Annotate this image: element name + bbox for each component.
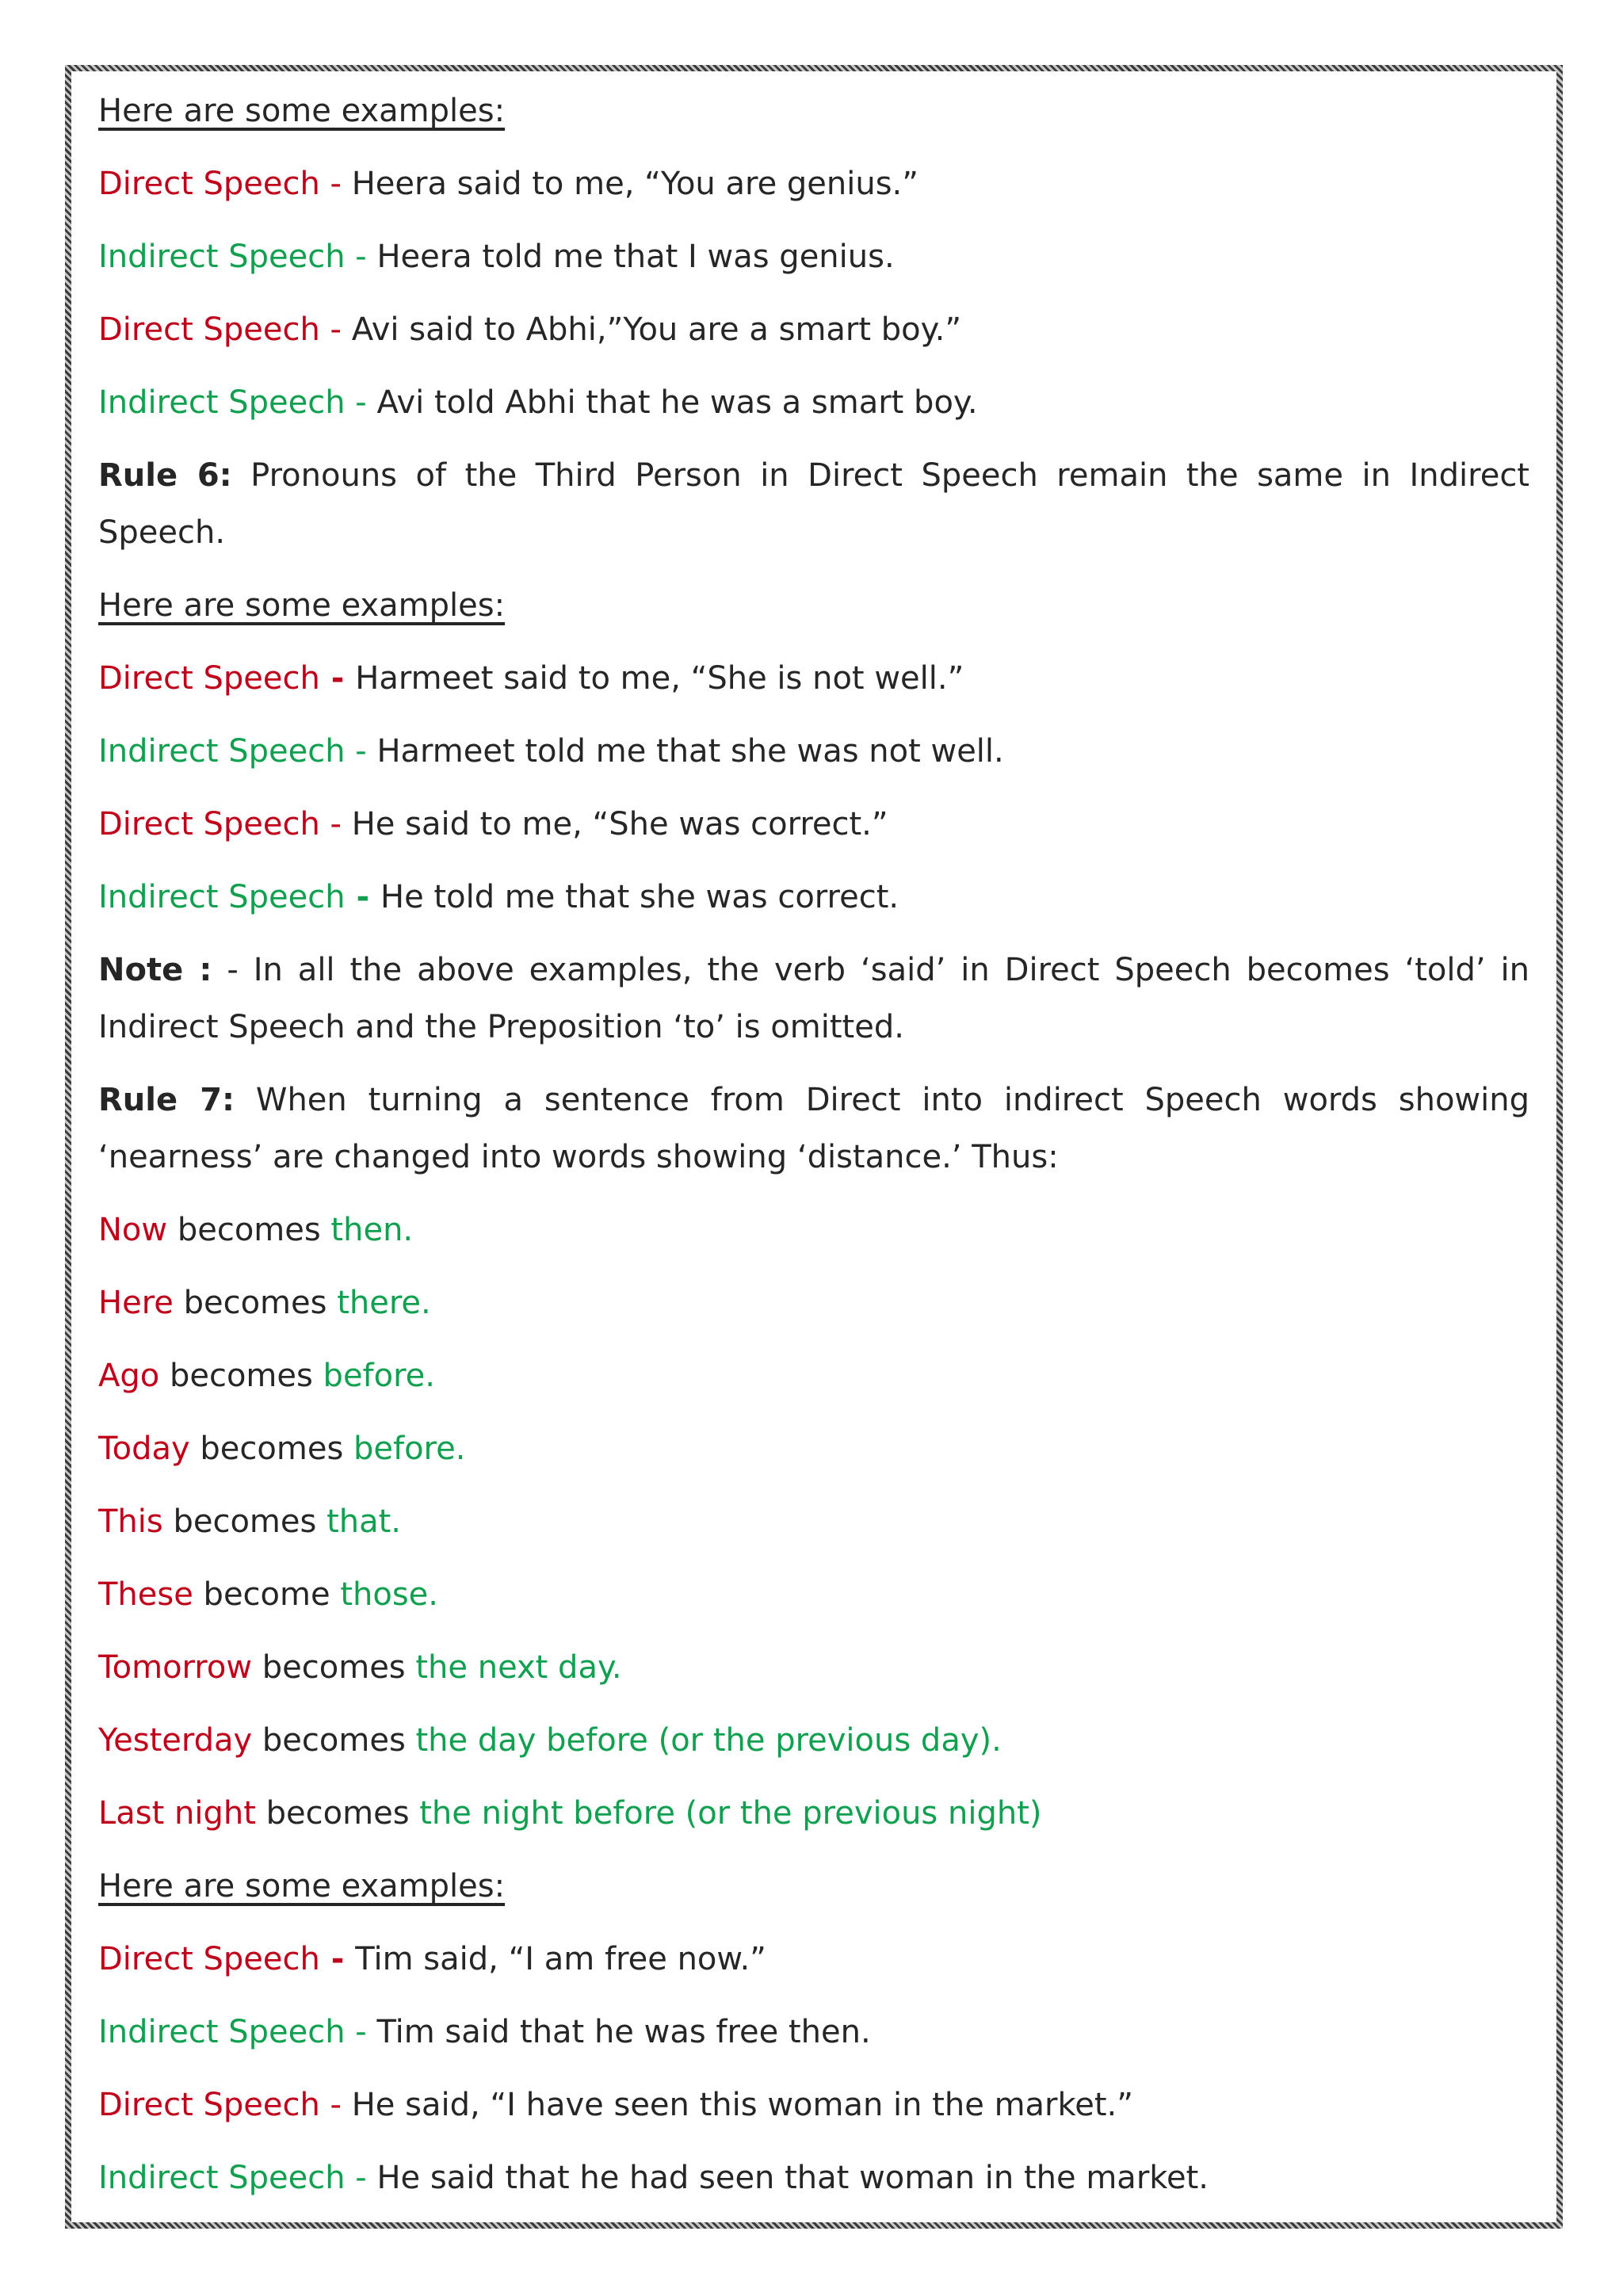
- example-text: He told me that she was correct.: [380, 879, 899, 915]
- word-change: [98, 1704, 1529, 1777]
- example-text: Tim said, “I am free now.”: [355, 1941, 766, 1977]
- word-change: [98, 1558, 1529, 1631]
- example-text: Harmeet told me that she was not well.: [376, 733, 1004, 770]
- distance-word: before.: [353, 1431, 466, 1467]
- rule-7-text: When turning a sentence from Direct into indirect Speech words showing ‘nearness’ are changed into words showing ‘distance.’ Thus:: [98, 1082, 1529, 1175]
- note: [98, 934, 1529, 1064]
- indirect-speech-label: Indirect Speech: [98, 384, 346, 421]
- indirect-speech-label: Indirect Speech: [98, 879, 346, 915]
- change-verb: becomes: [252, 1722, 416, 1759]
- distance-word: there.: [337, 1285, 431, 1321]
- separator: -: [319, 2087, 352, 2123]
- separator: -: [319, 1941, 356, 1977]
- near-word: Yesterday: [98, 1722, 253, 1759]
- change-verb: becomes: [252, 1649, 416, 1686]
- direct-speech-label: Direct Speech: [98, 806, 320, 842]
- direct-speech-label: Direct Speech: [98, 2087, 320, 2123]
- examples-heading: [98, 569, 1529, 642]
- indirect-speech-label: Indirect Speech: [98, 2160, 346, 2196]
- separator: -: [319, 166, 352, 202]
- distance-word: the next day.: [415, 1649, 622, 1686]
- change-verb: becomes: [255, 1795, 420, 1832]
- separator: -: [345, 384, 377, 421]
- example-direct: [98, 642, 1529, 715]
- example-direct: [98, 147, 1529, 220]
- distance-word: that.: [327, 1503, 402, 1540]
- change-verb: becomes: [189, 1431, 353, 1467]
- near-word: Today: [98, 1431, 190, 1467]
- examples-heading: [98, 1850, 1529, 1923]
- example-text: He said that he had seen that woman in the market.: [376, 2160, 1209, 2196]
- distance-word: the night before (or the previous night): [419, 1795, 1042, 1832]
- indirect-speech-label: Indirect Speech: [98, 2014, 346, 2050]
- examples-heading: [98, 74, 1529, 147]
- word-change: [98, 1266, 1529, 1339]
- example-direct: [98, 2069, 1529, 2141]
- example-text: He said, “I have seen this woman in the market.”: [351, 2087, 1133, 2123]
- direct-speech-label: Direct Speech: [98, 1941, 320, 1977]
- separator: -: [345, 733, 377, 770]
- example-text: Heera said to me, “You are genius.”: [351, 166, 918, 202]
- change-verb: becomes: [167, 1212, 331, 1248]
- example-text: Avi told Abhi that he was a smart boy.: [376, 384, 978, 421]
- note-label: Note :: [98, 952, 212, 988]
- near-word: Here: [98, 1285, 174, 1321]
- rule-6: [98, 439, 1529, 569]
- direct-speech-label: Direct Speech: [98, 166, 320, 202]
- near-word: This: [98, 1503, 163, 1540]
- indirect-speech-label: Indirect Speech: [98, 239, 346, 275]
- separator: -: [345, 879, 381, 915]
- example-indirect: [98, 1996, 1529, 2069]
- direct-speech-label: Direct Speech: [98, 311, 320, 348]
- distance-word: those.: [340, 1576, 438, 1613]
- change-verb: becomes: [173, 1285, 338, 1321]
- rule-7: [98, 1064, 1529, 1194]
- word-change: [98, 1485, 1529, 1558]
- separator: -: [319, 311, 352, 348]
- word-change: [98, 1412, 1529, 1485]
- example-direct: [98, 788, 1529, 861]
- example-indirect: [98, 2141, 1529, 2214]
- note-text: - In all the above examples, the verb ‘said’ in Direct Speech becomes ‘told’ in Indirect Speech and the Preposition ‘to’ is omitted.: [98, 952, 1529, 1045]
- distance-word: then.: [330, 1212, 414, 1248]
- document-body: [98, 74, 1529, 2214]
- example-indirect: [98, 715, 1529, 788]
- examples-heading-text: Here are some examples:: [98, 93, 506, 129]
- example-text: Avi said to Abhi,”You are a smart boy.”: [351, 311, 962, 348]
- example-direct: [98, 293, 1529, 366]
- separator: -: [319, 660, 356, 697]
- word-change: [98, 1339, 1529, 1412]
- word-change: [98, 1194, 1529, 1266]
- indirect-speech-label: Indirect Speech: [98, 733, 346, 770]
- example-text: Heera told me that I was genius.: [376, 239, 895, 275]
- example-indirect: [98, 220, 1529, 293]
- example-text: He said to me, “She was correct.”: [351, 806, 888, 842]
- examples-heading-text: Here are some examples:: [98, 1868, 506, 1904]
- example-indirect: [98, 861, 1529, 934]
- rule-6-text: Pronouns of the Third Person in Direct Speech remain the same in Indirect Speech.: [98, 457, 1529, 551]
- distance-word: before.: [323, 1358, 435, 1394]
- rule-7-label: Rule 7:: [98, 1082, 235, 1118]
- separator: -: [319, 806, 352, 842]
- near-word: Ago: [98, 1358, 160, 1394]
- near-word: Now: [98, 1212, 168, 1248]
- change-verb: becomes: [159, 1358, 323, 1394]
- separator: -: [345, 2014, 377, 2050]
- example-text: Tim said that he was free then.: [376, 2014, 871, 2050]
- word-change: [98, 1631, 1529, 1704]
- example-indirect: [98, 366, 1529, 439]
- near-word: Tomorrow: [98, 1649, 253, 1686]
- separator: -: [345, 239, 377, 275]
- separator: -: [345, 2160, 377, 2196]
- direct-speech-label: Direct Speech: [98, 660, 320, 697]
- example-direct: [98, 1923, 1529, 1996]
- change-verb: become: [193, 1576, 341, 1613]
- examples-heading-text: Here are some examples:: [98, 587, 506, 624]
- rule-6-label: Rule 6:: [98, 457, 232, 494]
- word-change: [98, 1777, 1529, 1850]
- example-text: Harmeet said to me, “She is not well.”: [355, 660, 964, 697]
- change-verb: becomes: [162, 1503, 327, 1540]
- near-word: Last night: [98, 1795, 256, 1832]
- near-word: These: [98, 1576, 193, 1613]
- distance-word: the day before (or the previous day).: [415, 1722, 1002, 1759]
